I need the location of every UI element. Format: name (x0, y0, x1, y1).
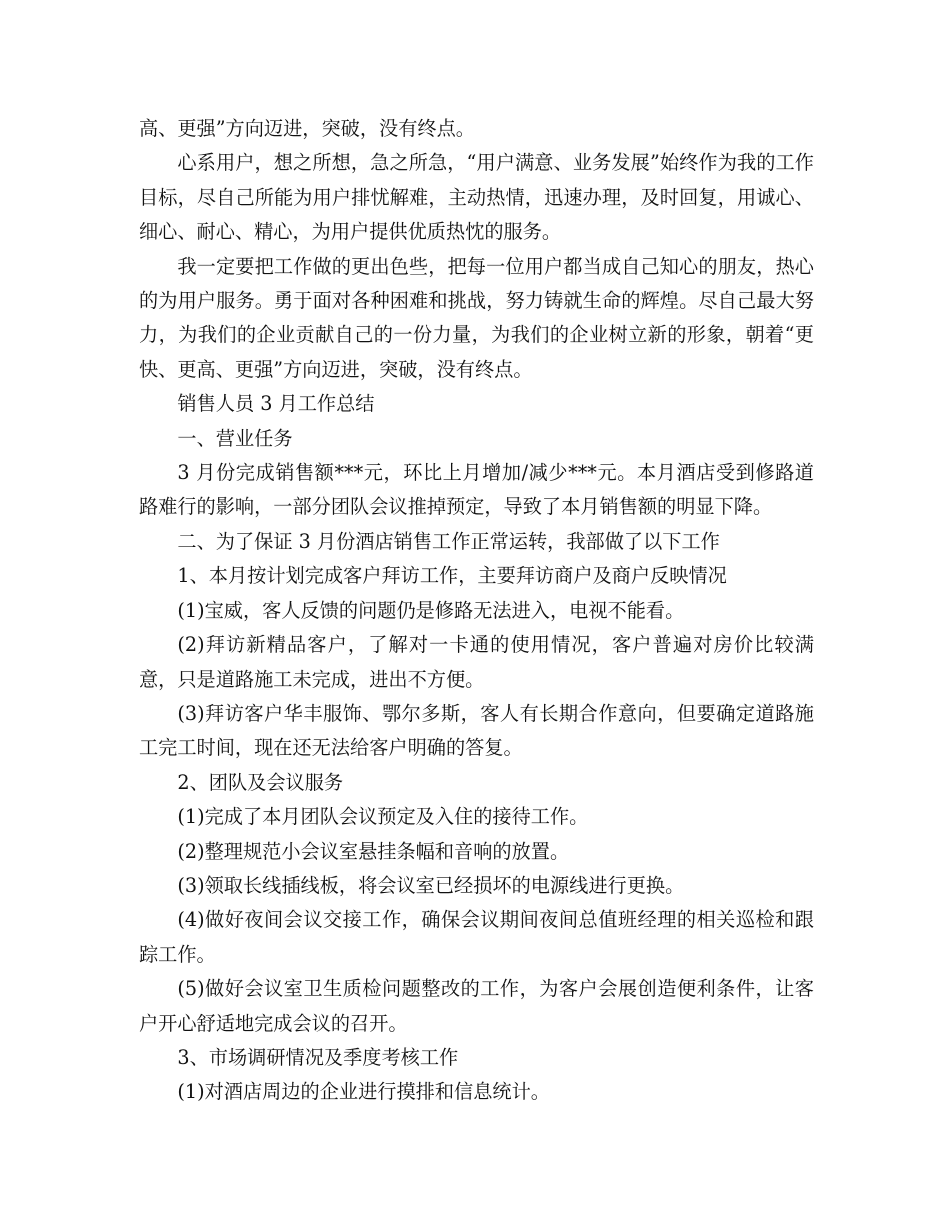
list-item: (1)宝威，客人反馈的问题仍是修路无法进入，电视不能看。 (177, 598, 685, 622)
paragraph: 心系用户，想之所想，急之所急，“用户满意、业务发展”始终作为我的工作目标，尽自己所能为用户排忧解难，主动热情，迅速办理，及时回复，用诚心、细心、耐心、精心，为用户提供优质热忱的服务。 (139, 151, 814, 244)
subsection-heading: 3、市场调研情况及季度考核工作 (177, 1045, 459, 1069)
list-item: (1)对酒店周边的企业进行摸排和信息统计。 (177, 1080, 550, 1104)
list-item: (1)完成了本月团队会议预定及入住的接待工作。 (177, 805, 589, 829)
section-heading: 二、为了保证 3 月份酒店销售工作正常运转，我部做了以下工作 (177, 529, 720, 553)
list-item: (4)做好夜间会议交接工作，确保会议期间夜间总值班经理的相关巡检和跟踪工作。 (139, 908, 814, 966)
paragraph: 我一定要把工作做的更出色些，把每一位用户都当成自己知心的朋友，热心的为用户服务。勇于面对各种困难和挑战，努力铸就生命的辉煌。尽自己最大努力，为我们的企业贡献自己的一份力量，为我们的企业树立新的形象，朝着“更快、更高、更强”方向迈进，突破，没有终点。 (139, 254, 814, 381)
list-item: (2)拜访新精品客户，了解对一卡通的使用情况，客户普遍对房价比较满意，只是道路施工未完成，进出不方便。 (139, 633, 814, 691)
list-item: (2)整理规范小会议室悬挂条幅和音响的放置。 (177, 839, 570, 863)
list-item: (3)拜访客户华丰服饰、鄂尔多斯，客人有长期合作意向，但要确定道路施工完工时间，现在还无法给客户明确的答复。 (139, 701, 814, 760)
document-body (139, 112, 814, 1110)
section-title: 销售人员 3 月工作总结 (177, 392, 375, 416)
list-item: (5)做好会议室卫生质检问题整改的工作，为客户会展创造便利条件，让客户开心舒适地完成会议的召开。 (139, 977, 814, 1035)
paragraph: 3 月份完成销售额***元，环比上月增加/减少***元。本月酒店受到修路道路难行的影响，一部分团队会议推掉预定，导致了本月销售额的明显下降。 (139, 461, 814, 519)
subsection-heading: 2、团队及会议服务 (177, 770, 344, 794)
subsection-heading: 1、本月按计划完成客户拜访工作，主要拜访商户及商户反映情况 (177, 564, 727, 588)
section-heading: 一、营业任务 (177, 426, 293, 450)
paragraph: 高、更强”方向迈进，突破，没有终点。 (139, 117, 475, 140)
list-item: (3)领取长线插线板，将会议室已经损坏的电源线进行更换。 (177, 873, 685, 897)
